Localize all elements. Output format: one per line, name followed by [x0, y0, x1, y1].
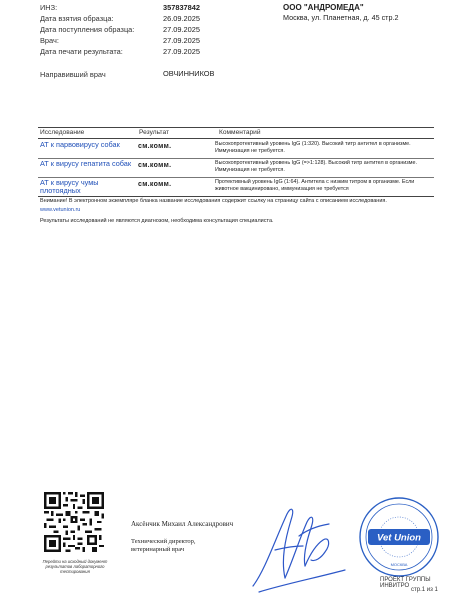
svg-text:Vet Union: Vet Union — [377, 532, 421, 544]
qr-caption: Перейти на исходный документ результатов лабораторного тестирования — [42, 559, 108, 574]
page-number: стр.1 из 1 — [411, 587, 438, 593]
table-top-rule — [38, 127, 434, 128]
comment-text: Высокопротективный уровень IgG (=>1:128). Высокий титр антител в организме. Иммунизация не требуется. — [215, 160, 417, 173]
result-value: см.комм. — [138, 143, 172, 150]
field-label-doctor: Врач: — [40, 36, 59, 45]
signer-title: Технический директор, ветеринарный врач — [131, 538, 196, 553]
field-value-arrival-date: 27.09.2025 — [163, 25, 200, 34]
table-row — [38, 178, 434, 197]
header-comment: Комментарий — [219, 129, 261, 136]
qr-code-icon[interactable] — [44, 492, 104, 552]
org-address: Москва, ул. Планетная, д. 45 стр.2 — [283, 13, 399, 22]
test-name-link[interactable]: АТ к парвовирусу собак — [40, 140, 120, 149]
field-label-sample-date: Дата взятия образца: — [40, 14, 114, 23]
result-value: см.комм. — [138, 162, 172, 169]
electronic-copy-warning: Внимание! В электронном экземпляре бланка название исследования содержит ссылку на страницу сайта с описанием исследования. — [40, 198, 387, 204]
signer-name: Аксёнчик Михаил Александрович — [131, 520, 234, 528]
stamp-seal-icon — [358, 496, 440, 578]
field-value-inz: 357837842 — [163, 3, 200, 12]
field-value-print-date: 27.09.2025 — [163, 47, 200, 56]
svg-text:МОСКВА: МОСКВА — [390, 562, 408, 567]
org-name: ООО "АНДРОМЕДА" — [283, 3, 364, 12]
test-name-link[interactable]: АТ к вирусу гепатита собак — [40, 159, 132, 168]
referrer-label: Направивший врач — [40, 70, 106, 79]
comment-text: Протективный уровень IgG (1:64). Антитела с низким титром в организме. Если животное вакцинировано, иммунизация не требуется — [215, 179, 415, 192]
disclaimer: Результаты исследований не являются диагнозом, необходима консультация специалиста. — [40, 218, 274, 224]
table-row — [38, 159, 434, 178]
referrer-value: ОВЧИННИКОВ — [163, 69, 215, 78]
website-link[interactable]: www.vetunion.ru — [40, 207, 81, 213]
result-value: см.комм. — [138, 181, 172, 188]
table-header-rule — [38, 138, 434, 139]
field-label-arrival-date: Дата поступления образца: — [40, 25, 135, 34]
table-row — [38, 140, 434, 159]
signature-icon — [245, 500, 355, 595]
field-value-doctor: 27.09.2025 — [163, 36, 200, 45]
table-bottom-rule — [38, 196, 434, 197]
comment-text: Высокопротективный уровень IgG (1:320). Высокий титр антител в организме. Иммунизация не требуется. — [215, 141, 411, 154]
field-value-sample-date: 26.09.2025 — [163, 14, 200, 23]
header-result: Результат — [139, 129, 169, 136]
field-label-inz: ИНЗ: — [40, 3, 58, 12]
footer-project: ПРОЕКТ ГРУППЫ ИНВИТРО — [380, 577, 431, 589]
field-label-print-date: Дата печати результата: — [40, 47, 123, 56]
test-name-link[interactable]: АТ к вирусу чумы плотоядных — [40, 178, 99, 196]
header-test: Исследование — [40, 129, 85, 136]
